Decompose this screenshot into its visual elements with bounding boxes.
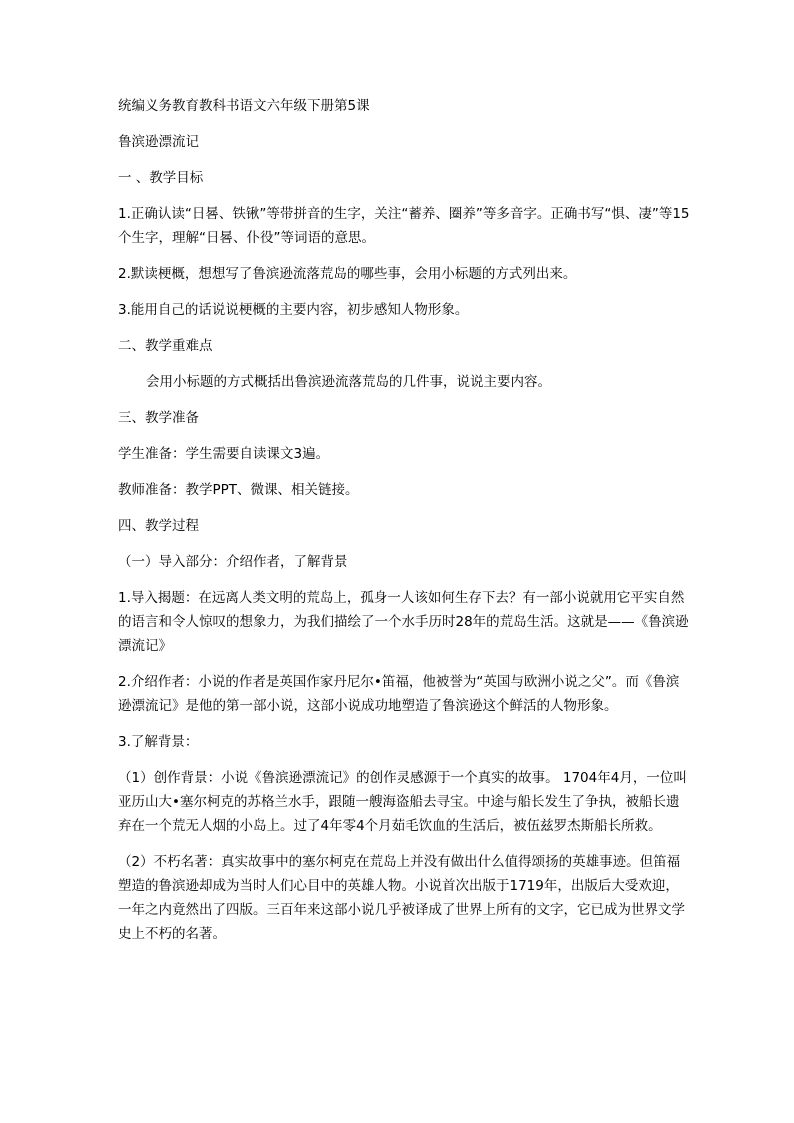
part1-heading: （一）导入部分：介绍作者，了解背景 xyxy=(118,554,348,570)
objective-2: 2.默读梗概，想想写了鲁滨逊流落荒岛的哪些事，会用小标题的方式列出来。 xyxy=(118,266,577,282)
objective-3: 3.能用自己的话说说梗概的主要内容，初步感知人物形象。 xyxy=(118,302,469,318)
background-classic: （2）不朽名著：真实故事中的塞尔柯克在荒岛上并没有做出什么值得颂扬的英雄事迹。但笛福塑造的鲁滨逊却成为当时人们心目中的英雄人物。小说首次出版于1719年，出版后大受欢迎，一年之内竟然出了四版。三百年来这部小说几乎被译成了世界上所有的文字，它已成为世界文学史上不朽的名著。 xyxy=(118,854,685,942)
section4-heading: 四、教学过程 xyxy=(118,518,199,534)
background-heading: 3.了解背景： xyxy=(118,734,199,750)
document-title: 统编义务教育教科书语文六年级下册第5课 xyxy=(118,98,370,114)
section3-heading: 三、教学准备 xyxy=(118,410,199,426)
objective-1: 1.正确认读“日晷、铁锹”等带拼音的生字，关注“蓄养、圈养”等多音字。正确书写“惧、凄”等15个生字，理解“日晷、仆役”等词语的意思。 xyxy=(118,206,690,246)
section2-heading: 二、教学重难点 xyxy=(118,338,213,354)
intro-paragraph: 1.导入揭题：在远离人类文明的荒岛上，孤身一人该如何生存下去？有一部小说就用它平实自然的语言和令人惊叹的想象力，为我们描绘了一个水手历时28年的荒岛生活。这就是——《鲁滨逊漂流记》 xyxy=(118,590,689,654)
teacher-prep: 教师准备：教学PPT、微课、相关链接。 xyxy=(118,482,359,498)
key-points: 会用小标题的方式概括出鲁滨逊流落荒岛的几件事，说说主要内容。 xyxy=(146,374,551,390)
lesson-title: 鲁滨逊漂流记 xyxy=(118,134,199,150)
section1-heading: 一 、教学目标 xyxy=(118,170,204,186)
document-page xyxy=(118,94,690,946)
background-creation: （1）创作背景：小说《鲁滨逊漂流记》的创作灵感源于一个真实的故事。 1704年4月，一位叫亚历山大•塞尔柯克的苏格兰水手，跟随一艘海盗船去寻宝。中途与船长发生了争执，被船长遗弃在一个荒无人烟的小岛上。过了4年零4个月茹毛饮血的生活后，被伍兹罗杰斯船长所救。 xyxy=(118,770,687,834)
author-paragraph: 2.介绍作者：小说的作者是英国作家丹尼尔•笛福，他被誉为“英国与欧洲小说之父”。而《鲁滨逊漂流记》是他的第一部小说，这部小说成功地塑造了鲁滨逊这个鲜活的人物形象。 xyxy=(118,674,680,714)
student-prep: 学生准备：学生需要自读课文3遍。 xyxy=(118,446,330,462)
